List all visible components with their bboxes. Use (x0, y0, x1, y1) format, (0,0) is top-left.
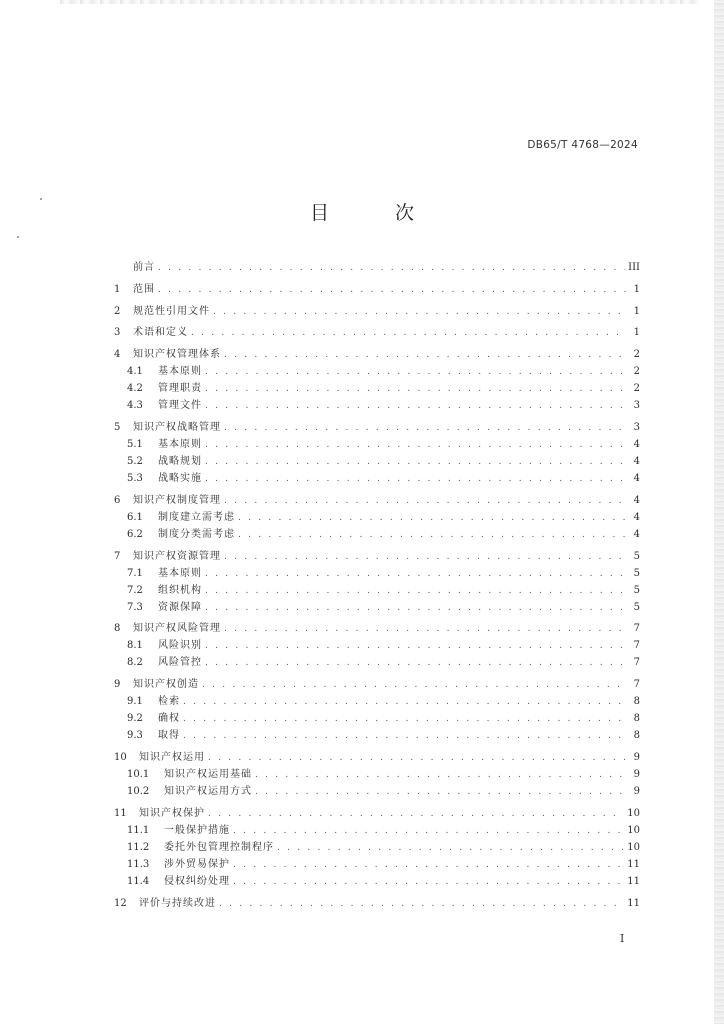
toc-leader-dots (205, 566, 627, 583)
toc-entry-page: 5 (633, 550, 640, 562)
toc-entry-page: 4 (633, 438, 640, 450)
toc-entry-number: 7 (114, 550, 121, 562)
toc-entry-page: 1 (633, 327, 640, 339)
toc-entry[interactable] (114, 727, 640, 744)
toc-entry-number: 4.1 (127, 366, 143, 378)
toc-leader-dots (255, 784, 627, 801)
toc-entry-label: 制度建立需考虑 (158, 511, 235, 523)
toc-leader-dots (205, 381, 627, 398)
toc-leader-dots (191, 325, 627, 342)
toc-entry-page: 11 (627, 875, 640, 887)
toc-entry-number: 6.1 (127, 511, 143, 523)
toc-leader-dots (205, 638, 627, 655)
toc-entry-label: 管理职责 (158, 383, 202, 395)
toc-entry[interactable] (114, 710, 640, 727)
toc-entry-page: 4 (633, 494, 640, 506)
toc-leader-dots (205, 583, 627, 600)
toc-leader-dots (233, 874, 624, 891)
toc-entry-number: 11.2 (127, 841, 150, 853)
toc-entry[interactable] (114, 526, 640, 543)
table-of-contents (114, 259, 640, 912)
toc-entry[interactable] (114, 805, 640, 822)
toc-leader-dots (213, 304, 627, 321)
toc-leader-dots (224, 420, 627, 437)
toc-entry-label: 管理文件 (158, 400, 202, 412)
toc-leader-dots (224, 493, 627, 510)
toc-entry-number: 5.2 (127, 455, 143, 467)
toc-entry-number: 11 (114, 807, 127, 819)
toc-entry-label: 知识产权制度管理 (133, 494, 221, 506)
toc-entry-label: 范围 (133, 283, 155, 295)
toc-leader-dots (233, 823, 624, 840)
toc-entry[interactable] (114, 380, 640, 397)
toc-entry-page: 2 (633, 383, 640, 395)
toc-leader-dots (208, 750, 627, 767)
page-number: I (620, 932, 625, 945)
toc-entry-page: 11 (627, 858, 640, 870)
toc-entry-page: 1 (633, 283, 640, 295)
toc-entry-number: 4.2 (127, 383, 143, 395)
toc-entry-page: 10 (627, 841, 640, 853)
toc-entry-page: 1 (633, 305, 640, 317)
toc-entry-label: 制度分类需考虑 (158, 528, 235, 540)
toc-entry-page: 4 (633, 472, 640, 484)
toc-entry[interactable] (114, 822, 640, 839)
toc-entry-label: 基本原则 (158, 567, 202, 579)
toc-entry-label: 基本原则 (158, 366, 202, 378)
toc-leader-dots (219, 896, 624, 913)
toc-entry-number: 4 (114, 349, 121, 361)
toc-entry-label: 一般保护措施 (164, 824, 230, 836)
toc-entry-label: 知识产权运用 (139, 751, 205, 763)
toc-entry-number: 9.3 (127, 730, 143, 742)
toc-entry[interactable] (114, 599, 640, 616)
toc-leader-dots (202, 677, 627, 694)
toc-entry-label: 风险识别 (158, 640, 202, 652)
toc-entry[interactable] (114, 654, 640, 671)
toc-entry-number: 10.2 (127, 785, 150, 797)
toc-entry-label: 战略实施 (158, 472, 202, 484)
toc-entry-label: 知识产权管理体系 (133, 349, 221, 361)
toc-entry[interactable] (114, 582, 640, 599)
toc-entry-page: 8 (633, 696, 640, 708)
toc-entry-page: 9 (633, 785, 640, 797)
toc-entry-label: 组织机构 (158, 584, 202, 596)
toc-leader-dots (205, 655, 627, 672)
toc-entry-number: 5.1 (127, 438, 143, 450)
toc-entry-page: 7 (633, 679, 640, 691)
toc-entry-number: 8.2 (127, 657, 143, 669)
toc-leader-dots (183, 694, 627, 711)
toc-leader-dots (238, 527, 627, 544)
toc-entry-label: 侵权纠纷处理 (164, 875, 230, 887)
toc-entry-number: 5.3 (127, 472, 143, 484)
toc-entry-page: 9 (633, 768, 640, 780)
toc-entry-label: 资源保障 (158, 601, 202, 613)
toc-entry-label: 知识产权运用基础 (164, 768, 252, 780)
toc-entry-label: 规范性引用文件 (133, 305, 210, 317)
toc-entry-page: 2 (633, 349, 640, 361)
toc-leader-dots (233, 857, 624, 874)
toc-entry[interactable] (114, 676, 640, 693)
toc-entry-label: 战略规划 (158, 455, 202, 467)
toc-entry-page: 3 (633, 421, 640, 433)
toc-entry-page: 5 (633, 567, 640, 579)
toc-entry[interactable] (114, 436, 640, 453)
toc-entry-label: 知识产权战略管理 (133, 421, 221, 433)
toc-entry-page: 7 (633, 640, 640, 652)
toc-entry[interactable] (114, 783, 640, 800)
toc-entry-page: 7 (633, 623, 640, 635)
toc-entry-number: 7.3 (127, 601, 143, 613)
toc-entry-page: 10 (627, 807, 640, 819)
toc-leader-dots (238, 510, 627, 527)
toc-entry[interactable] (114, 565, 640, 582)
toc-entry-label: 知识产权创造 (133, 679, 199, 691)
toc-entry-number: 9.2 (127, 713, 143, 725)
toc-entry-label: 委托外包管理控制程序 (164, 841, 274, 853)
toc-entry-page: 4 (633, 455, 640, 467)
toc-entry-number: 9 (114, 679, 121, 691)
toc-entry-page: 3 (633, 400, 640, 412)
toc-entry[interactable] (114, 693, 640, 710)
toc-entry[interactable] (114, 620, 640, 637)
toc-entry[interactable] (114, 839, 640, 856)
toc-leader-dots (277, 840, 624, 857)
scan-speck (17, 236, 19, 238)
toc-entry-number: 7.2 (127, 584, 143, 596)
toc-entry-number: 11.4 (127, 875, 150, 887)
toc-entry[interactable] (114, 856, 640, 873)
toc-entry-number: 11.3 (127, 858, 150, 870)
toc-entry-label: 确权 (158, 713, 180, 725)
toc-entry-page: 4 (633, 528, 640, 540)
toc-entry-number: 10 (114, 751, 127, 763)
toc-entry-label: 基本原则 (158, 438, 202, 450)
toc-entry-page: 11 (627, 897, 640, 909)
toc-leader-dots (205, 398, 627, 415)
toc-entry[interactable] (114, 259, 640, 276)
toc-entry-number: 1 (114, 283, 121, 295)
toc-entry[interactable] (114, 324, 640, 341)
toc-leader-dots (208, 806, 624, 823)
toc-title: 目 次 (309, 202, 445, 224)
toc-leader-dots (158, 260, 625, 277)
scan-artifact-top (60, 0, 700, 4)
toc-entry-number: 8.1 (127, 640, 143, 652)
toc-entry-label: 知识产权保护 (139, 807, 205, 819)
toc-entry-page: III (628, 262, 640, 273)
toc-entry-number: 10.1 (127, 768, 150, 780)
toc-entry-number: 12 (114, 897, 127, 909)
toc-entry-number: 7.1 (127, 567, 143, 579)
toc-leader-dots (205, 471, 627, 488)
toc-entry[interactable] (114, 419, 640, 436)
toc-entry-page: 9 (633, 751, 640, 763)
toc-entry-label: 术语和定义 (133, 327, 188, 339)
toc-entry[interactable] (114, 303, 640, 320)
scan-artifact-edge (714, 0, 724, 1024)
toc-entry-label: 知识产权运用方式 (164, 785, 252, 797)
toc-entry-number: 4.3 (127, 400, 143, 412)
toc-entry-label: 知识产权资源管理 (133, 550, 221, 562)
toc-entry-label: 风险管控 (158, 657, 202, 669)
toc-entry[interactable] (114, 509, 640, 526)
toc-entry[interactable] (114, 470, 640, 487)
toc-entry-number: 11.1 (127, 824, 150, 836)
toc-entry-label: 知识产权风险管理 (133, 623, 221, 635)
toc-entry[interactable] (114, 397, 640, 414)
toc-entry-page: 4 (633, 511, 640, 523)
toc-leader-dots (255, 767, 627, 784)
toc-entry-number: 6 (114, 494, 121, 506)
toc-leader-dots (205, 364, 627, 381)
toc-entry-label: 取得 (158, 730, 180, 742)
toc-entry[interactable] (114, 453, 640, 470)
toc-entry-label: 评价与持续改进 (139, 897, 216, 909)
toc-entry-label: 前言 (133, 262, 155, 273)
toc-entry-page: 2 (633, 366, 640, 378)
standard-code: DB65/T 4768—2024 (527, 139, 638, 151)
toc-entry[interactable] (114, 281, 640, 298)
toc-leader-dots (205, 454, 627, 471)
toc-leader-dots (224, 621, 627, 638)
toc-entry[interactable] (114, 492, 640, 509)
toc-entry[interactable] (114, 895, 640, 912)
toc-entry-page: 5 (633, 601, 640, 613)
toc-entry-number: 8 (114, 623, 121, 635)
toc-entry-number: 5 (114, 421, 121, 433)
toc-entry[interactable] (114, 637, 640, 654)
toc-leader-dots (183, 728, 627, 745)
toc-entry-label: 检索 (158, 696, 180, 708)
toc-entry[interactable] (114, 548, 640, 565)
toc-entry[interactable] (114, 766, 640, 783)
toc-entry-page: 8 (633, 713, 640, 725)
toc-entry-page: 10 (627, 824, 640, 836)
toc-entry-page: 5 (633, 584, 640, 596)
toc-leader-dots (224, 347, 627, 364)
toc-entry-number: 2 (114, 305, 121, 317)
toc-leader-dots (183, 711, 627, 728)
toc-entry-number: 9.1 (127, 696, 143, 708)
toc-entry[interactable] (114, 749, 640, 766)
toc-entry[interactable] (114, 346, 640, 363)
toc-leader-dots (205, 437, 627, 454)
toc-entry-label: 涉外贸易保护 (164, 858, 230, 870)
toc-leader-dots (224, 549, 627, 566)
toc-leader-dots (158, 282, 627, 299)
toc-entry-number: 6.2 (127, 528, 143, 540)
toc-entry-page: 8 (633, 730, 640, 742)
toc-entry[interactable] (114, 873, 640, 890)
toc-entry-number: 3 (114, 327, 121, 339)
toc-entry[interactable] (114, 363, 640, 380)
toc-entry-page: 7 (633, 657, 640, 669)
toc-leader-dots (205, 600, 627, 617)
